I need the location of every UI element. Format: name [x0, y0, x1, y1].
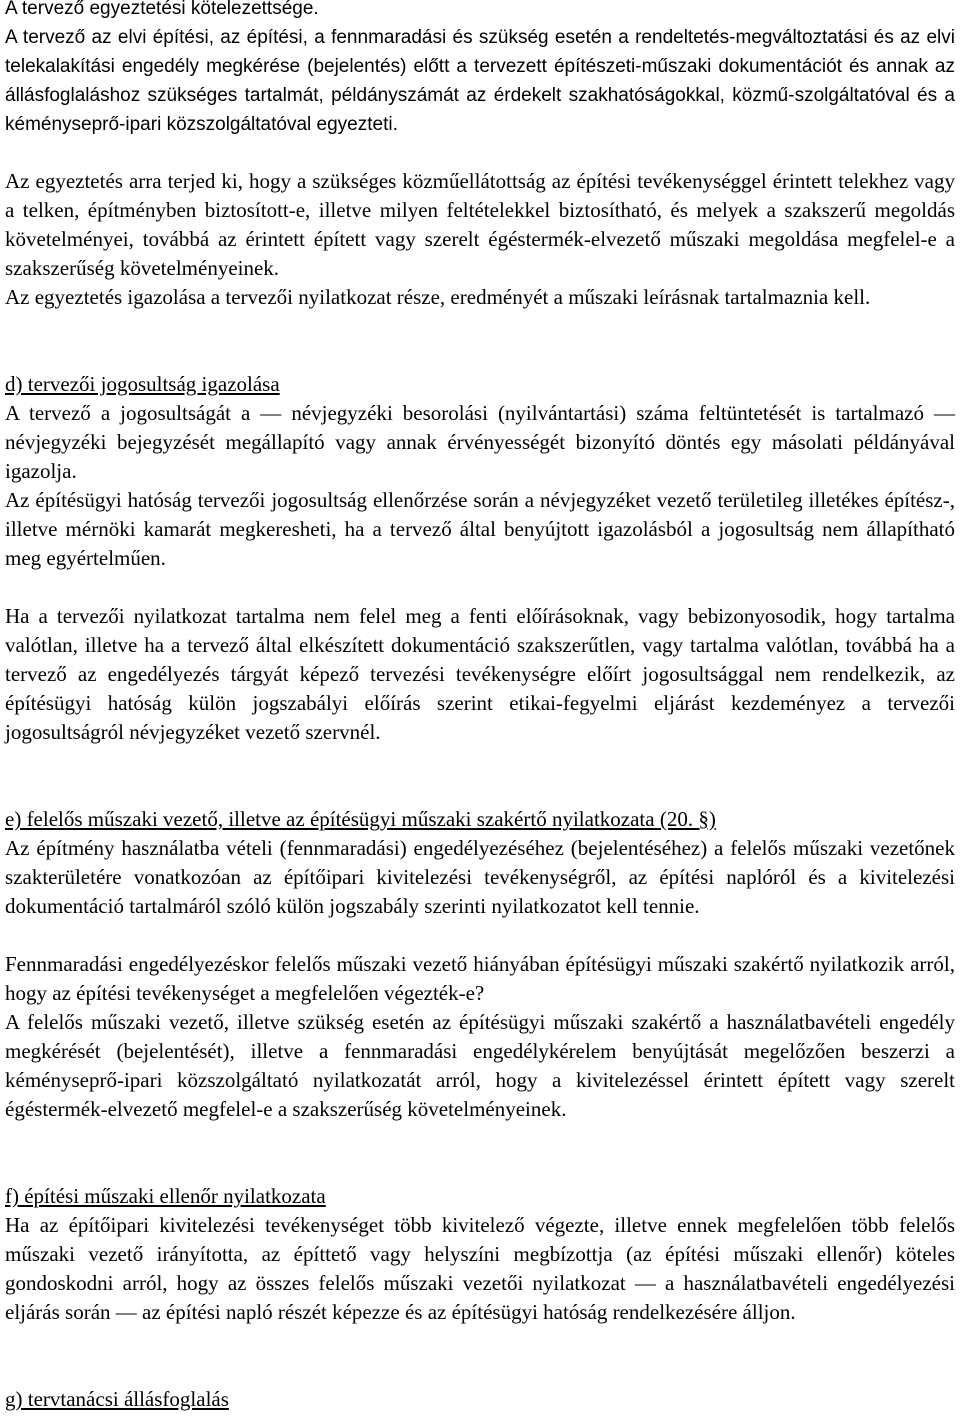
section-heading-egyeztetes: A tervező egyeztetési kötelezettsége.	[5, 0, 319, 19]
paragraph-d-1: A tervező a jogosultságát a ― névjegyzéki besorolási (nyilvántartási) száma feltüntetését is tartalmazó ― névjegyzéki bejegyzését megállapító vagy annak érvényességét bizonyító döntés egy másolati példányával igazolja.	[5, 401, 955, 483]
paragraph-e-1: Az építmény használatba vételi (fennmaradási) engedélyezéséhez (bejelentéséhez) a felelős műszaki vezetőnek szakterületére vonatkozóan az építőipari kivitelezési tevékenységről, az építési naplóról és a kivitelezési dokumentáció tartalmáról szóló külön jogszabály szerinti nyilatkozatot kell tennie.	[5, 836, 955, 918]
section-heading-g: g) tervtanácsi állásfoglalás	[5, 1387, 229, 1411]
section-heading-e: e) felelős műszaki vezető, illetve az építésügyi műszaki szakértő nyilatkozata (20. §)	[5, 807, 716, 831]
section-heading-f: f) építési műszaki ellenőr nyilatkozata	[5, 1184, 326, 1208]
section-heading-d: d) tervezői jogosultság igazolása	[5, 372, 280, 396]
paragraph-egyeztetes-2: Az egyeztetés arra terjed ki, hogy a szükséges közműellátottság az építési tevékenységgel érintett telekhez vagy a telken, építményben biztosított-e, illetve milyen feltételekkel biztosítható, és melyek a szakszerű megoldás követelményei, továbbá az érintett épített vagy szerelt égéstermék-elvezető műszaki megoldása megfelel-e a szakszerűség követelményeinek.	[5, 169, 955, 280]
paragraph-egyeztetes-3: Az egyeztetés igazolása a tervezői nyilatkozat része, eredményét a műszaki leírásnak tartalmaznia kell.	[5, 285, 871, 309]
paragraph-e-2: Fennmaradási engedélyezéskor felelős műszaki vezető hiányában építésügyi műszaki szakértő nyilatkozik arról, hogy az építési tevékenységet a megfelelően végezték-e?	[5, 952, 955, 1005]
paragraph-d-3: Ha a tervezői nyilatkozat tartalma nem felel meg a fenti előírásoknak, vagy bebizonyosodik, hogy tartalma valótlan, illetve ha a tervező által elkészített dokumentáció szakszerűtlen, vagy tartalma valótlan, továbbá ha a tervező az engedélyezés tárgyát képező tervezési tevékenységre előírt jogosultsággal nem rendelkezik, az építésügyi hatóság külön jogszabályi előírás szerint etikai-fegyelmi eljárást kezdeményez a tervezői jogosultságról névjegyzéket vezető szervnél.	[5, 604, 955, 744]
paragraph-d-2: Az építésügyi hatóság tervezői jogosultság ellenőrzése során a névjegyzéket vezető területileg illetékes építész-, illetve mérnöki kamarát megkeresheti, ha a tervező által benyújtott igazolásból a jogosultság nem állapítható meg egyértelműen.	[5, 488, 955, 570]
paragraph-egyeztetes-1: A tervező az elvi építési, az építési, a fennmaradási és szükség esetén a rendeltetés-megváltoztatási és az elvi telekalakítási engedély megkérése (bejelentés) előtt a tervezett építészeti-műszaki dokumentációt és annak az állásfoglaláshoz szükséges tartalmát, példányszámát az érdekelt szakhatóságokkal, közmű-szolgáltatóval és a kéményseprő-ipari közszolgáltatóval egyezteti.	[5, 27, 955, 135]
paragraph-e-3: A felelős műszaki vezető, illetve szükség esetén az építésügyi műszaki szakértő a használatbavételi engedély megkérését (bejelentését), illetve a fennmaradási engedélykérelem benyújtását megelőzően beszerzi a kéményseprő-ipari közszolgáltató nyilatkozatát arról, hogy a kivitelezéssel érintett épített vagy szerelt égéstermék-elvezető megfelel-e a szakszerűség követelményeinek.	[5, 1010, 955, 1121]
paragraph-f-1: Ha az építőipari kivitelezési tevékenységet több kivitelező végezte, illetve ennek megfelelően több felelős műszaki vezető irányította, az építtető vagy helyszíni megbízottja (az építési műszaki ellenőr) köteles gondoskodni arról, hogy az összes felelős műszaki vezetői nyilatkozat ― a használatbavételi engedélyezési eljárás során ― az építési napló részét képezze és az építésügyi hatóság rendelkezésére álljon.	[5, 1213, 955, 1324]
